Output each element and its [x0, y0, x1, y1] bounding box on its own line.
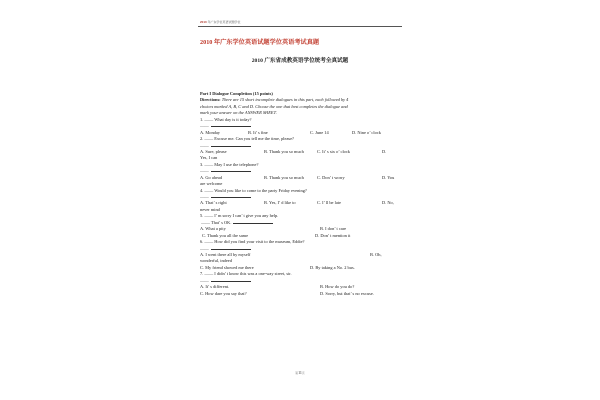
answer-blank — [211, 168, 251, 172]
option-c: C. Thank you all the same — [202, 232, 249, 238]
answer-blank — [233, 220, 273, 224]
option-a: A. Monday — [200, 129, 221, 135]
page-prefix: 第 — [295, 372, 299, 375]
option-b: B. I don’ t care — [320, 226, 347, 232]
answer-blank — [211, 278, 251, 282]
option-c: C. How dare you say that? — [200, 290, 247, 296]
directions-line-2: choices marked A, B, C and D. Choose the one that best completes the dialogue and — [200, 103, 348, 109]
question-2-prompt: 2. —— Excuse me. Can you tell me the time, please? — [200, 136, 295, 142]
option-c: C. It’ s six o’ clock — [317, 148, 351, 154]
option-c: C. I’ ll be late — [317, 200, 341, 206]
option-a: A. Go ahead — [200, 174, 223, 180]
option-d: D. — [382, 148, 387, 154]
header-label: 年广东学位英语试题学位 — [207, 20, 241, 24]
option-a: A. Sure, please — [200, 148, 227, 154]
question-7-prompt: 7. —— I didn’ t know this was a one-way street, sir. — [200, 271, 292, 277]
header-mark: 2010 — [200, 20, 207, 24]
directions-label: Directions: — [200, 97, 221, 103]
question-4-wrap: never mind — [200, 206, 220, 212]
question-2-wrap: Yes, I can — [200, 155, 218, 161]
option-d: D. By taking a No. 2 bus. — [310, 264, 355, 270]
option-c: C. June 14 — [310, 129, 329, 135]
question-4-prompt: 4. —— Would you like to come to the party Friday evening? — [200, 187, 307, 193]
answer-blank — [211, 194, 251, 198]
option-b: B. How do you do? — [320, 284, 355, 290]
dash: —— — [200, 277, 209, 283]
part-heading: Part I Dialogue Completion (15 points) — [200, 91, 273, 96]
header-rule — [198, 26, 402, 27]
option-c: C. My friend showed me there — [200, 264, 254, 270]
question-5-prompt: 5. —— I’ m sorry I can’ t give you any help. — [200, 213, 279, 219]
question-3-prompt: 3. —— May I use the telephone? — [200, 161, 259, 167]
dash: —— — [200, 245, 209, 251]
option-a: A. What a pity — [200, 226, 226, 232]
document-title: 2010 年广东学位英语试题学位英语考试真题 — [200, 39, 320, 46]
page-number-value: 11 — [298, 370, 302, 375]
document-body — [200, 91, 400, 297]
answer-blank — [211, 143, 251, 147]
question-6-prompt: 6. —— How did you find your visit to the museum, Eddie? — [200, 239, 305, 245]
question-3-wrap: are welcome — [200, 181, 223, 187]
dash: —— — [200, 142, 209, 148]
directions-text-1: There are 15 short incomplete dialogues in this part, each followed by 4 — [220, 97, 349, 103]
option-d: D. No, — [382, 200, 394, 206]
dash: —— — [200, 168, 209, 174]
option-b-wrap: wonderful, indeed — [200, 258, 232, 264]
directions-line-3: mark your answer on the ANSWER SHEET. — [200, 110, 277, 116]
option-d: D. Nine o’ clock — [352, 129, 381, 135]
option-b: B. It’ s fine — [248, 129, 268, 135]
document-page — [198, 18, 402, 394]
question-7-options-row-2 — [200, 291, 400, 297]
document-subtitle: 2010 广东省成教英语学位统考全真试题 — [251, 58, 349, 64]
dash: —— — [200, 123, 209, 129]
option-c: C. Don’ t worry — [317, 174, 345, 180]
answer-blank — [211, 246, 251, 250]
option-b: B. Yes, I’ d like to — [264, 200, 296, 206]
page-suffix: 页 — [301, 372, 305, 375]
option-a: A. I went there all by myself — [200, 251, 251, 257]
option-a: A. That’ s right — [200, 200, 227, 206]
option-b: B. Thank you so much — [264, 174, 304, 180]
option-b: B. Thank you so much — [264, 148, 304, 154]
option-d: D. You — [382, 174, 395, 180]
running-header — [200, 20, 241, 24]
page-number — [198, 370, 402, 375]
option-b: B. Oh, — [370, 251, 382, 257]
question-1-prompt: 1. —— What day is it today? — [200, 116, 252, 122]
dash: —— — [200, 194, 209, 199]
reply: —— That’ s OK. — [201, 219, 232, 225]
answer-blank — [211, 123, 251, 127]
option-d: D. Sorry, but that’ s no excuse. — [320, 290, 374, 296]
option-a: A. It’ s different. — [200, 284, 230, 290]
option-d: D. Don’ t mention it — [315, 232, 351, 238]
